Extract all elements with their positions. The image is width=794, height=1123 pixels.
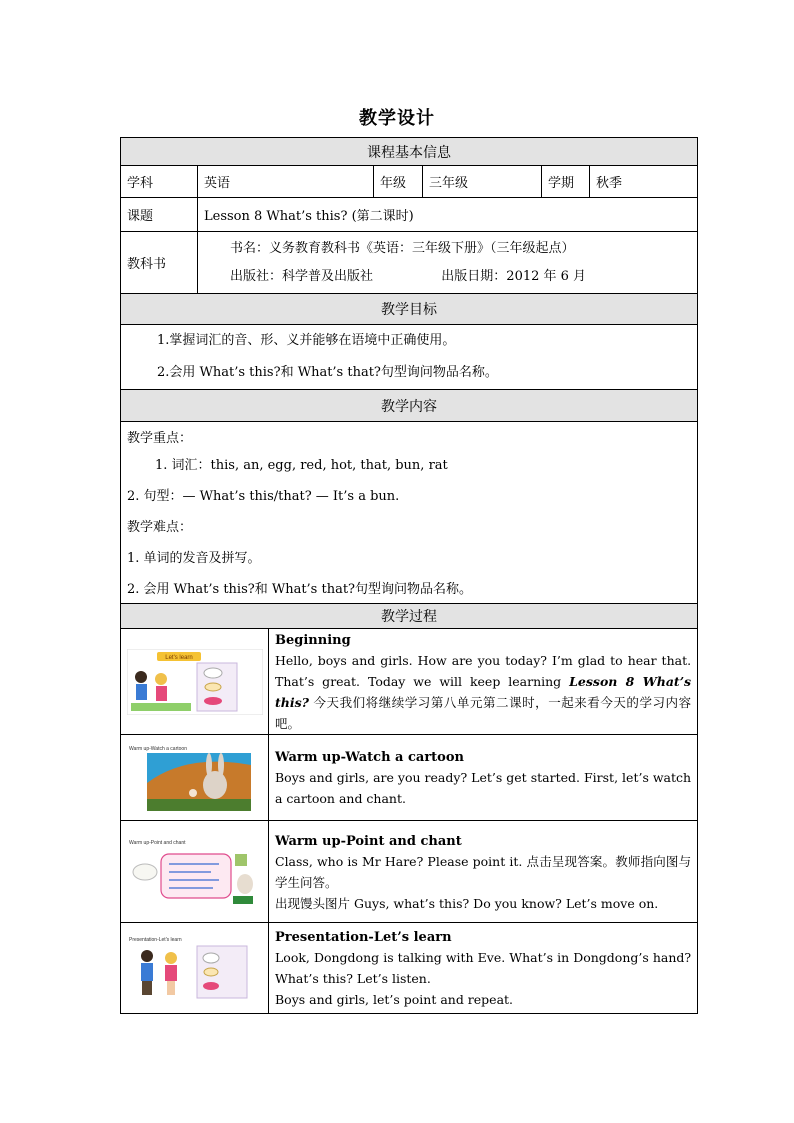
- step-text-beginning-lesson: Lesson 8 What’s this?: [275, 674, 692, 710]
- difficulty-1: 1. 单词的发音及拼写。: [127, 551, 261, 566]
- step-title-lets-learn: Presentation-Let’s learn: [275, 930, 452, 945]
- thumb-cell-3: [121, 821, 269, 923]
- key-points-label: 教学重点：: [127, 431, 193, 446]
- lets-learn-slide-thumbnail: [127, 649, 263, 715]
- goal-2: 2.会用 What’s this?和 What’s that?句型询问物品名称。: [157, 365, 498, 380]
- step-text-point-chant-1: Class, who is Mr Hare? Please point it. 点击呈现答案。教师指向图与学生问答。: [275, 853, 692, 890]
- step-text-beginning-a: Hello, boys and girls. How are you today? I’m glad to hear that. That’s great. Today we will keep learning: [275, 653, 692, 689]
- value-topic: Lesson 8 What’s this? (第二课时): [198, 198, 698, 232]
- step-text-watch-cartoon: Boys and girls, are you ready? Let’s get started. First, let’s watch a cartoon and chant.: [275, 770, 692, 806]
- label-grade: 年级: [374, 166, 423, 198]
- label-textbook: 教科书: [121, 232, 198, 294]
- section-header-content: 教学内容: [121, 390, 698, 422]
- thumb-label-3: Warm up-Point and chant: [128, 839, 186, 846]
- thumb-cell-1: [121, 629, 269, 735]
- publisher: 出版社：科学普及出版社: [230, 268, 374, 284]
- key-point-1: 1. 词汇：this, an, egg, red, hot, that, bun, rat: [155, 458, 448, 473]
- difficulty-2: 2. 会用 What’s this?和 What’s that?句型询问物品名称。: [127, 582, 473, 597]
- step-title-watch-cartoon: Warm up-Watch a cartoon: [275, 750, 464, 765]
- section-header-basic: 课程基本信息: [121, 138, 698, 166]
- section-header-process: 教学过程: [121, 604, 698, 629]
- thumb-label-4: Presentation-Let's learn: [128, 937, 182, 943]
- cartoon-slide-thumbnail: [127, 743, 263, 813]
- presentation-slide-thumbnail: [127, 934, 263, 1002]
- value-term: 秋季: [590, 166, 698, 198]
- section-header-goals: 教学目标: [121, 294, 698, 325]
- label-subject: 学科: [121, 166, 198, 198]
- value-grade: 三年级: [423, 166, 542, 198]
- step-title-beginning: Beginning: [275, 633, 351, 648]
- thumb-label-1: Let's learn: [164, 654, 193, 661]
- book-name: 书名：义务教育教科书《英语：三年级下册》（三年级起点）: [230, 240, 575, 256]
- point-chant-slide-thumbnail: [127, 836, 263, 908]
- thumb-cell-2: [121, 735, 269, 821]
- step-text-beginning-c: 今天我们将继续学习第八单元第二课时，一起来看今天的学习内容吧。: [275, 695, 692, 731]
- difficulties-label: 教学难点：: [127, 520, 193, 535]
- publish-date: 出版日期：2012 年 6 月: [441, 268, 587, 284]
- step-text-point-chant-2: 出现馒头图片 Guys, what’s this? Do you know? Let’s move on.: [275, 895, 659, 911]
- value-subject: 英语: [198, 166, 374, 198]
- goal-1: 1.掌握词汇的音、形、义并能够在语境中正确使用。: [157, 333, 456, 348]
- thumb-label-2: Warm up-Watch a cartoon: [128, 745, 187, 752]
- key-point-2: 2. 句型：— What’s this/that? — It’s a bun.: [127, 489, 400, 504]
- step-text-lets-learn-2: Boys and girls, let’s point and repeat.: [275, 992, 514, 1007]
- label-topic: 课题: [121, 198, 198, 232]
- thumb-cell-4: [121, 923, 269, 1014]
- step-title-point-chant: Warm up-Point and chant: [275, 833, 462, 849]
- label-term: 学期: [542, 166, 590, 198]
- page-title: 教学设计: [359, 108, 435, 129]
- step-text-lets-learn-1: Look, Dongdong is talking with Eve. What’s in Dongdong’s hand? What’s this? Let’s listen.: [275, 950, 692, 986]
- lesson-plan-table: [120, 137, 698, 1014]
